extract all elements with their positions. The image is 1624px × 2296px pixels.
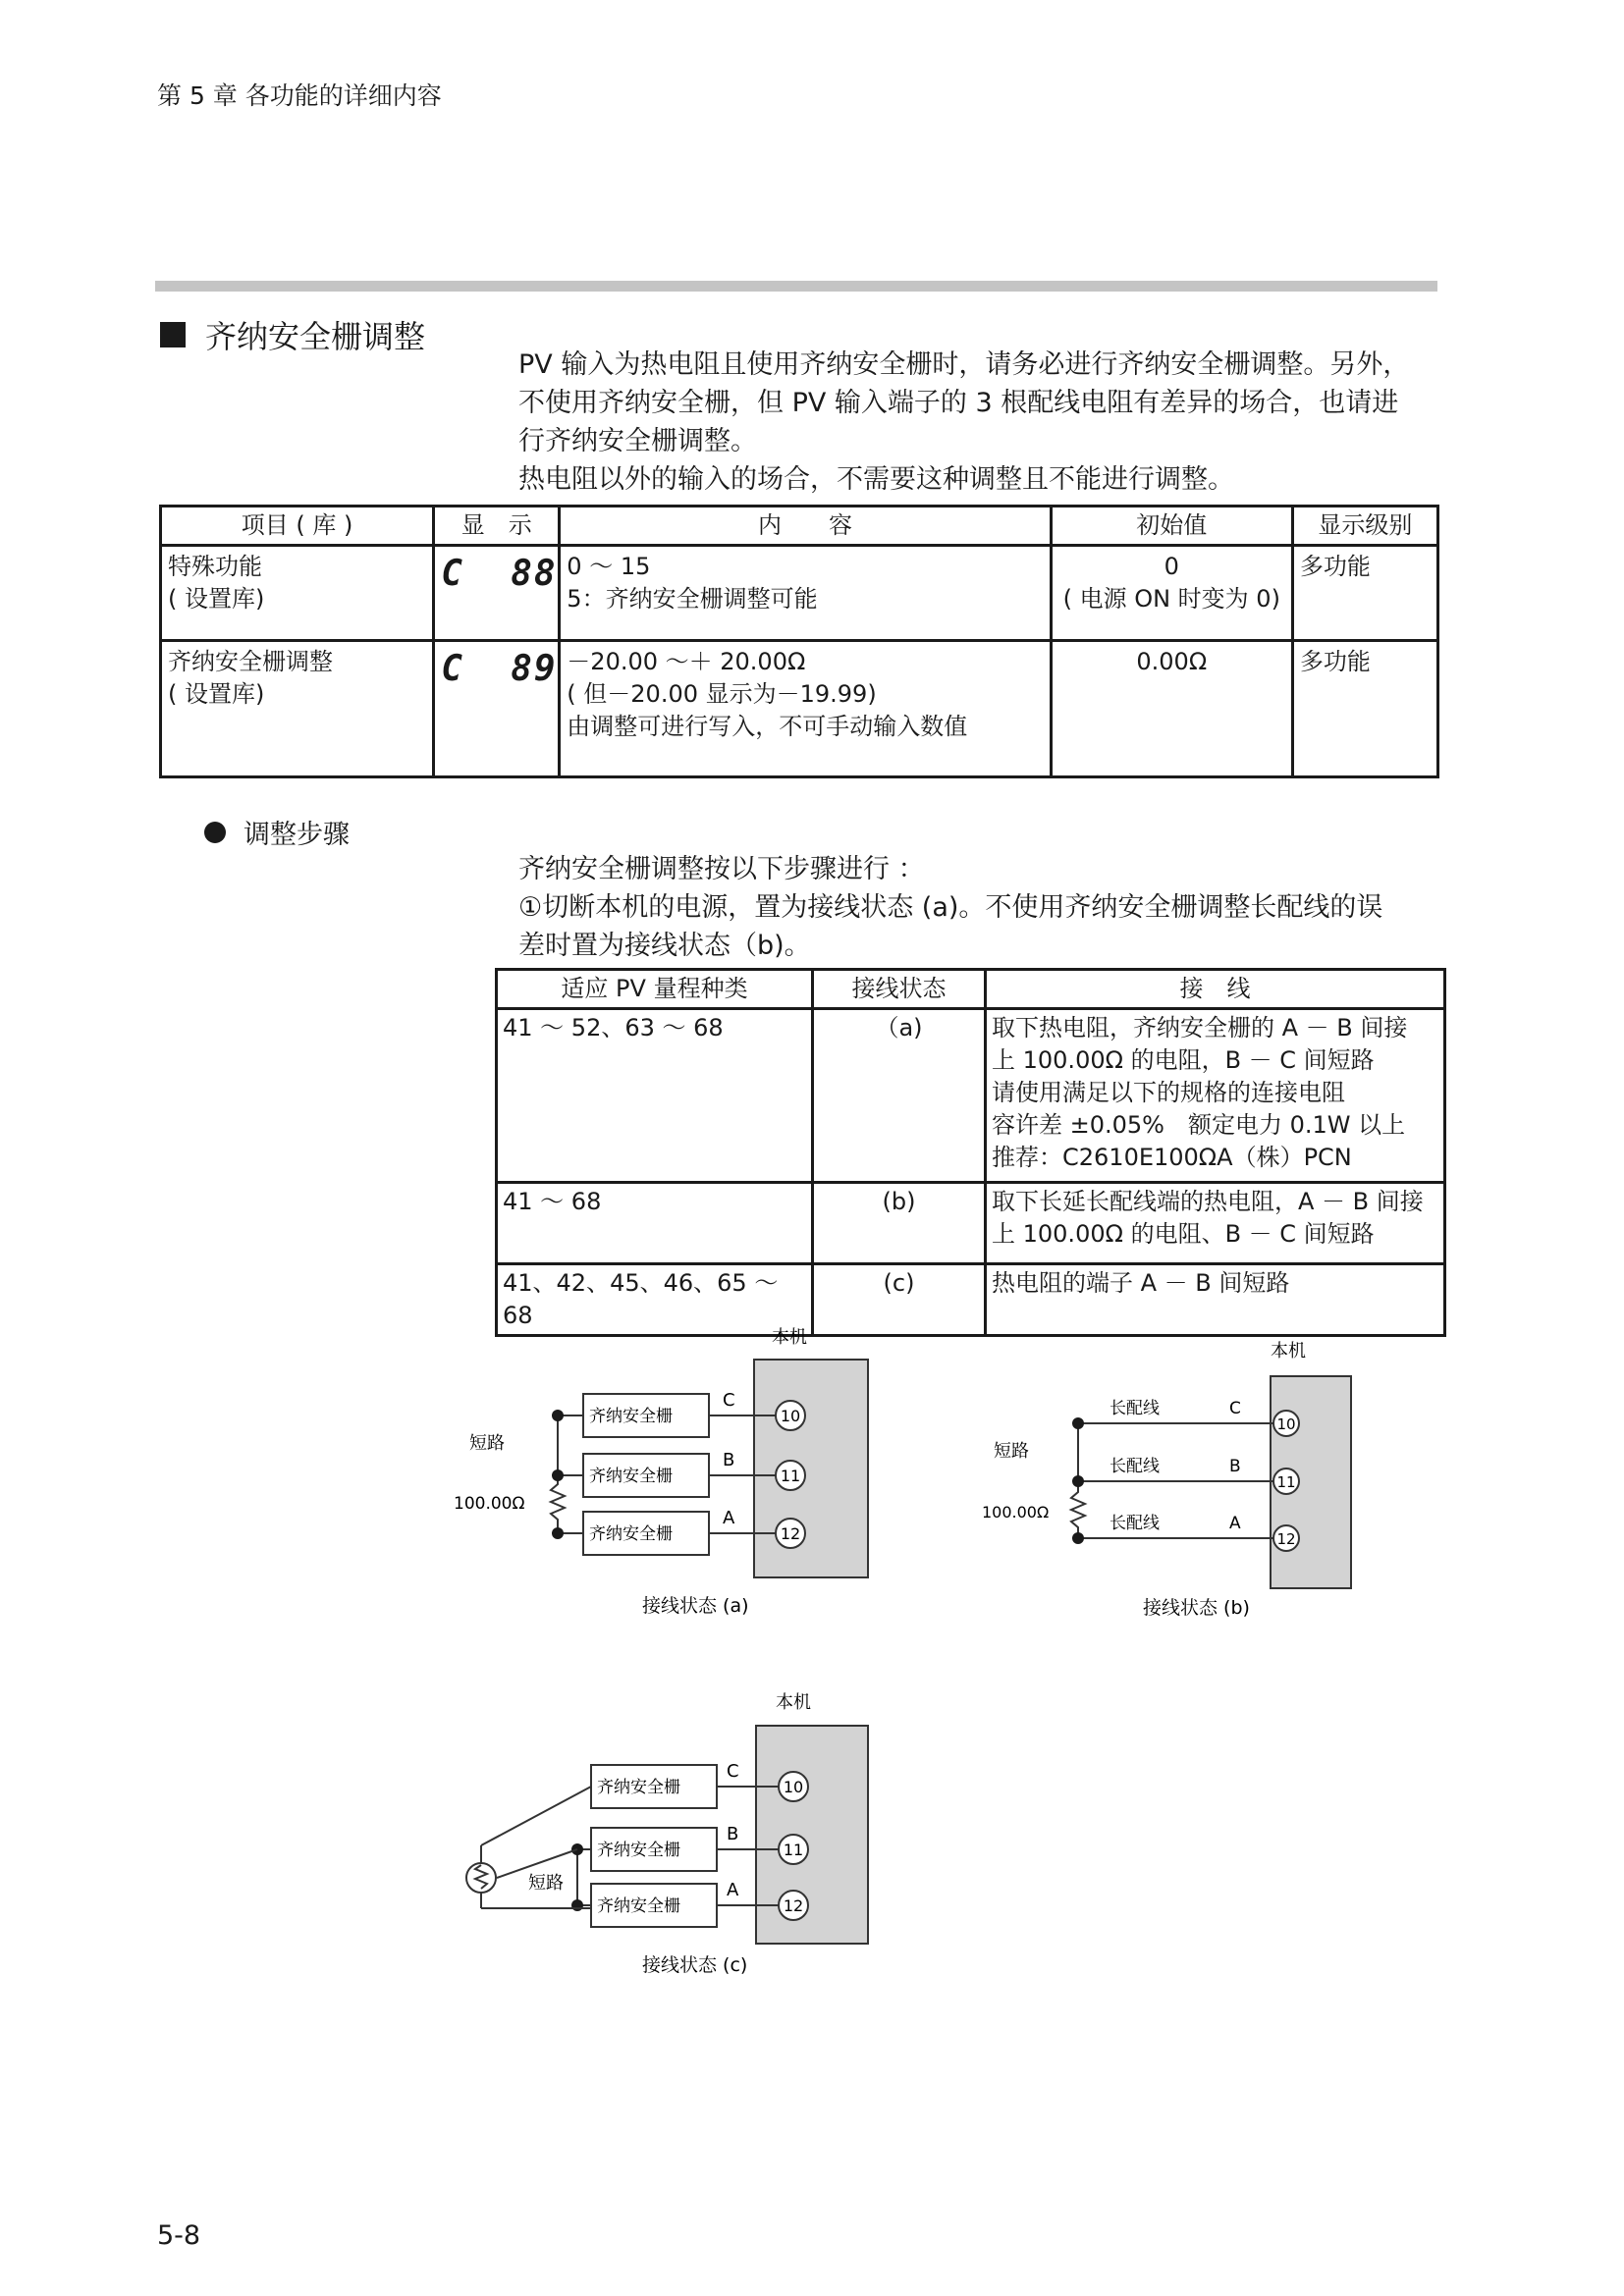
barrier-label: 齐纳安全栅 [589, 1524, 673, 1544]
terminal-number: 10 [783, 1778, 804, 1796]
terminal-number: 12 [783, 1896, 804, 1915]
wiring-line: 取下长延长配线端的热电阻，A － B 间接 [992, 1188, 1424, 1215]
wiring-cell [986, 1264, 1445, 1336]
table-header: 接线状态 [813, 970, 986, 1009]
content-line: 由调整可进行写入，不可手动输入数值 [567, 713, 968, 740]
seven-segment-display: C 88 [441, 554, 558, 594]
diagram-caption: 接线状态 (a) [642, 1595, 749, 1617]
resistor-icon [551, 1475, 565, 1533]
short-label: 短路 [994, 1441, 1029, 1462]
unit-box [754, 1360, 868, 1577]
procedure-line: 齐纳安全栅调整按以下步骤进行 ： [518, 854, 925, 884]
item-name: 齐纳安全栅调整 [168, 648, 333, 675]
content-line: 0 ～ 15 [567, 553, 651, 580]
diagram-caption: 接线状态 (c) [642, 1954, 748, 1976]
terminal-number: 12 [780, 1524, 801, 1543]
procedure-line: ①切断本机的电源，置为接线状态 (a)。不使用齐纳安全栅调整长配线的误 [518, 892, 1383, 923]
intro-line: 行齐纳安全栅调整。 [518, 426, 757, 456]
wire-label: 长配线 [1110, 1399, 1160, 1418]
initial-value: 0 [1164, 553, 1179, 580]
procedure-title-text: 调整步骤 [244, 820, 350, 850]
circle-bullet-icon [204, 822, 226, 843]
content-line: ( 但－20.00 显示为－19.99) [567, 680, 877, 708]
table-header: 接 线 [986, 970, 1445, 1009]
table-row [161, 546, 1438, 641]
wiring-diagram-c [452, 1681, 903, 1985]
content-cell [560, 641, 1051, 777]
diagram-caption: 接线状态 (b) [1143, 1597, 1250, 1619]
content-cell [560, 546, 1051, 641]
short-label: 短路 [528, 1873, 564, 1894]
state-cell: （a) [813, 1009, 986, 1183]
terminal-letter: A [1229, 1514, 1241, 1533]
level-cell: 多功能 [1292, 641, 1437, 777]
resistor-label: 100.00Ω [454, 1494, 525, 1514]
table-header: 初始值 [1051, 507, 1292, 546]
parameter-table [159, 505, 1439, 778]
terminal-letter: B [1229, 1457, 1241, 1476]
wiring-line: 请使用满足以下的规格的连接电阻 [992, 1079, 1345, 1106]
seven-segment-display: C 89 [441, 649, 558, 689]
initial-cell [1051, 546, 1292, 641]
display-cell [434, 546, 560, 641]
barrier-label: 齐纳安全栅 [597, 1896, 680, 1916]
item-cell [161, 641, 434, 777]
unit-label: 本机 [772, 1327, 807, 1348]
barrier-label: 齐纳安全栅 [589, 1407, 673, 1426]
range-cell: 41 ～ 68 [497, 1183, 813, 1264]
content-line: －20.00 ～＋ 20.00Ω [567, 648, 806, 675]
table-row [161, 641, 1438, 777]
unit-box [756, 1726, 868, 1944]
terminal-letter: A [723, 1508, 735, 1528]
initial-note: ( 电源 ON 时变为 0) [1062, 585, 1280, 613]
section-title [160, 312, 425, 357]
item-bank: ( 设置库) [168, 680, 265, 708]
wire-label: 长配线 [1110, 1514, 1160, 1533]
terminal-letter: C [1229, 1399, 1241, 1418]
wiring-line: 上 100.00Ω 的电阻、B － C 间短路 [992, 1220, 1375, 1248]
wiring-line: 容许差 ±0.05% 额定电力 0.1W 以上 [992, 1111, 1406, 1139]
range-cell: 41 ～ 52、63 ～ 68 [497, 1009, 813, 1183]
wiring-cell [986, 1009, 1445, 1183]
state-cell: (c) [813, 1264, 986, 1336]
state-cell: (b) [813, 1183, 986, 1264]
item-name: 特殊功能 [168, 553, 262, 580]
resistor-icon [1071, 1481, 1085, 1538]
short-label: 短路 [469, 1433, 505, 1454]
intro-line: 不使用齐纳安全栅，但 PV 输入端子的 3 根配线电阻有差异的场合，也请进 [518, 388, 1399, 418]
wiring-line: 上 100.00Ω 的电阻，B － C 间短路 [992, 1046, 1375, 1074]
display-cell [434, 641, 560, 777]
range-cell: 41、42、45、46、65 ～ 68 [497, 1264, 813, 1336]
chapter-header: 第 5 章 各功能的详细内容 [157, 81, 442, 110]
wire-label: 长配线 [1110, 1457, 1160, 1476]
item-cell [161, 546, 434, 641]
resistor-label: 100.00Ω [982, 1503, 1050, 1522]
terminal-letter: B [727, 1824, 739, 1844]
procedure-text [518, 850, 1441, 965]
intro-line: 热电阻以外的输入的场合，不需要这种调整且不能进行调整。 [518, 464, 1234, 495]
table-header: 显示级别 [1292, 507, 1437, 546]
wiring-line: 取下热电阻，齐纳安全栅的 A － B 间接 [992, 1014, 1408, 1041]
square-bullet-icon [160, 322, 186, 347]
unit-label: 本机 [776, 1692, 811, 1713]
procedure-title [204, 813, 350, 851]
section-divider [155, 281, 1437, 292]
unit-label: 本机 [1271, 1341, 1306, 1362]
terminal-number: 11 [780, 1467, 801, 1485]
wiring-diagram-a [432, 1315, 943, 1639]
wiring-line: 热电阻的端子 A － B 间短路 [992, 1269, 1290, 1297]
intro-paragraph [518, 346, 1441, 499]
terminal-letter: C [723, 1390, 735, 1411]
initial-value: 0.00Ω [1136, 648, 1208, 675]
table-header: 内 容 [560, 507, 1051, 546]
table-row [497, 1183, 1445, 1264]
barrier-label: 齐纳安全栅 [589, 1467, 673, 1486]
terminal-number: 10 [780, 1407, 801, 1425]
section-title-text: 齐纳安全栅调整 [205, 318, 426, 355]
barrier-label: 齐纳安全栅 [597, 1778, 680, 1797]
terminal-letter: B [723, 1450, 735, 1470]
level-cell: 多功能 [1292, 546, 1437, 641]
item-bank: ( 设置库) [168, 585, 265, 613]
terminal-letter: A [727, 1880, 739, 1900]
wiring-table [495, 968, 1446, 1337]
terminal-number: 11 [783, 1841, 804, 1859]
table-row [497, 1009, 1445, 1183]
table-header: 项目 ( 库 ) [161, 507, 434, 546]
page-number: 5-8 [157, 2220, 201, 2251]
terminal-number: 10 [1276, 1415, 1296, 1433]
content-line: 5：齐纳安全栅调整可能 [567, 585, 818, 613]
barrier-label: 齐纳安全栅 [597, 1841, 680, 1860]
terminal-number: 12 [1276, 1530, 1296, 1548]
initial-cell [1051, 641, 1292, 777]
table-header: 适应 PV 量程种类 [497, 970, 813, 1009]
terminal-number: 11 [1276, 1473, 1296, 1491]
terminal-letter: C [727, 1761, 739, 1782]
table-header: 显 示 [434, 507, 560, 546]
wiring-cell [986, 1183, 1445, 1264]
wiring-diagram-b [972, 1335, 1384, 1629]
procedure-line: 差时置为接线状态（b)。 [518, 931, 811, 961]
intro-line: PV 输入为热电阻且使用齐纳安全栅时，请务必进行齐纳安全栅调整。另外， [518, 349, 1410, 380]
wiring-line: 推荐：C2610E100ΩA（株）PCN [992, 1144, 1352, 1171]
